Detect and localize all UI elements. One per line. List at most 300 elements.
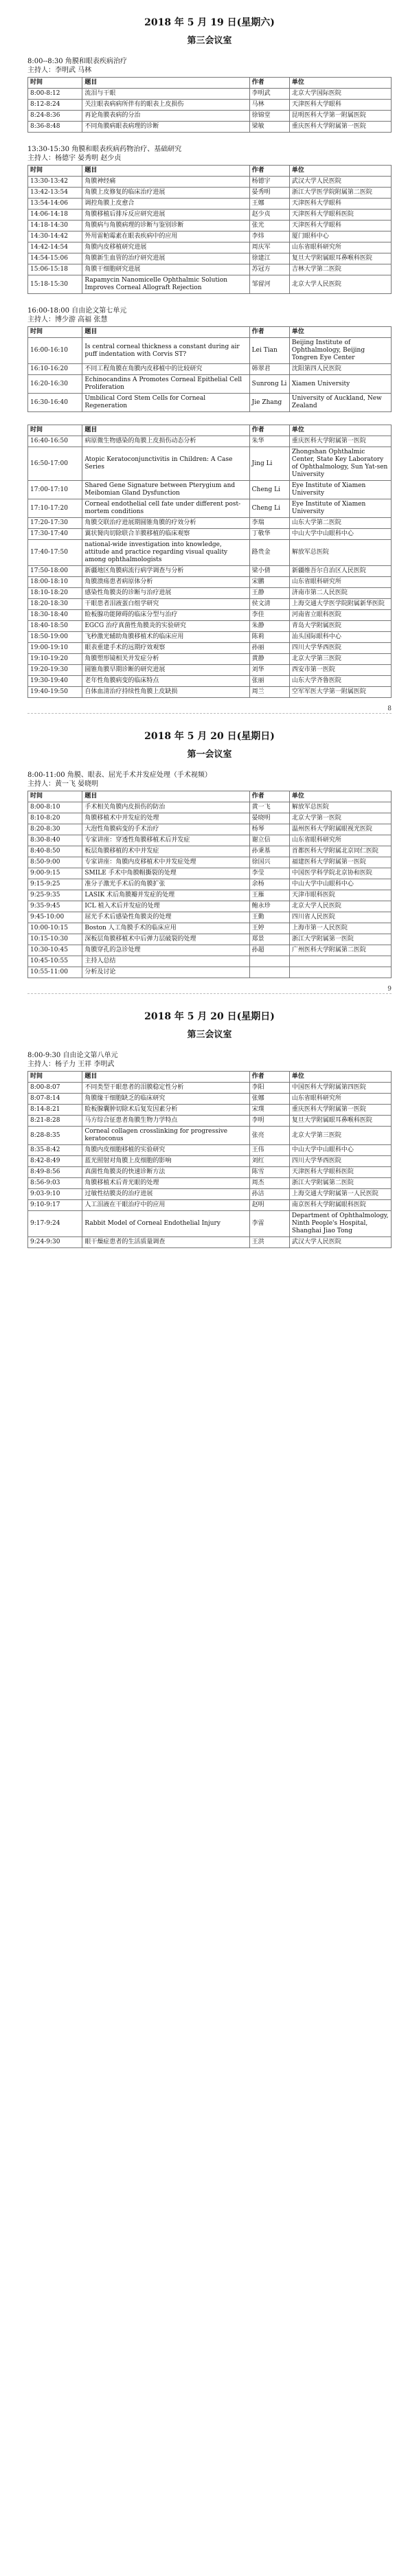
time-cell: 13:30-13:42 — [28, 177, 82, 188]
time-cell: 14:42-14:54 — [28, 242, 82, 253]
time-cell: 16:50-17:00 — [28, 447, 82, 481]
affiliation-cell: 北京大学人民医院 — [289, 901, 391, 912]
time-cell: 18:20-18:30 — [28, 599, 82, 610]
title-cell: 关注眼表病病所伴有的眼表上皮损伤 — [82, 100, 249, 111]
affiliation-cell: 空军军医大学第一附属医院 — [289, 687, 391, 698]
speaker-cell — [249, 967, 289, 978]
affiliation-cell: 中山大学中山眼科中心 — [289, 879, 391, 890]
title-cell: 角膜移植术中并发症的处理 — [82, 813, 249, 824]
title-cell: 过敏性结膜炎的治疗进展 — [82, 1189, 249, 1200]
affiliation-cell: 沈阳第四人民医院 — [289, 364, 391, 375]
affiliation-cell: 浙江大学附属第二医院 — [289, 1178, 391, 1189]
room-title: 第一会议室 — [187, 749, 232, 760]
title-cell: 角膜缘干细胞缺乏的临床研究 — [82, 1094, 249, 1105]
affiliation-cell: 昆明医科大学第一附属医院 — [289, 111, 391, 122]
column-header: 时间 — [28, 166, 82, 177]
affiliation-cell: Beijing Institute of Ophthalmology, Beijing Tongren Eye Center — [289, 338, 391, 364]
title-cell: national-wide investigation into knowledge, attitude and practice regarding visual quality among ophthalmologists — [82, 540, 249, 566]
table-row — [28, 802, 392, 813]
table-row — [28, 447, 392, 481]
time-cell: 19:00-19:10 — [28, 643, 82, 654]
affiliation-cell: 山东大学齐鲁医院 — [289, 676, 391, 687]
column-header: 单位 — [289, 791, 391, 802]
schedule-table — [27, 791, 392, 978]
title-cell: 深板层角膜移植术中后弹力层破裂的处理 — [82, 934, 249, 945]
title-cell: 自体血清治疗持续性角膜上皮缺损 — [82, 687, 249, 698]
title-cell: 感染性角膜炎的诊断与治疗进展 — [82, 588, 249, 599]
affiliation-cell: 天津医科大学眼科 — [289, 199, 391, 210]
affiliation-cell: 北京大学国际医院 — [289, 89, 391, 100]
time-cell: 8:00-8:10 — [28, 802, 82, 813]
table-row — [28, 210, 392, 221]
affiliation-cell: Eye Institute of Xiamen University — [289, 481, 391, 499]
session-host: 主持人：黄一飞 晏晓明 — [27, 780, 99, 788]
affiliation-cell: 上海交通大学附属第一人民医院 — [289, 1189, 391, 1200]
speaker-cell: 周庆军 — [249, 242, 289, 253]
speaker-cell: 张丽 — [249, 676, 289, 687]
speaker-cell: 宋鹏 — [249, 577, 289, 588]
table-row — [28, 621, 392, 632]
title-cell: 角膜干细胞研究进展 — [82, 264, 249, 275]
speaker-cell: 孙秉基 — [249, 846, 289, 857]
table-row — [28, 436, 392, 447]
speaker-cell: 赵明 — [249, 1200, 289, 1211]
time-cell: 8:24-8:36 — [28, 111, 82, 122]
time-cell: 9:03-9:10 — [28, 1189, 82, 1200]
table-row — [28, 199, 392, 210]
affiliation-cell: 天津医科大学眼科 — [289, 221, 391, 231]
time-cell: 15:06-15:18 — [28, 264, 82, 275]
session-host: 主持人：博少游 高福 张慧 — [27, 316, 108, 324]
table-row — [28, 253, 392, 264]
table-row — [28, 1156, 392, 1167]
title-cell: 角膜神经痛 — [82, 177, 249, 188]
room-title: 第三会议室 — [187, 1030, 232, 1040]
affiliation-cell: 山东省眼科研究所 — [289, 577, 391, 588]
affiliation-cell: 天津医科大学眼科医院 — [289, 1167, 391, 1178]
time-cell: 9:17-9:24 — [28, 1211, 82, 1237]
time-cell: 18:50-19:00 — [28, 632, 82, 643]
title-cell: 眼干燥症患者的生活质量调查 — [82, 1237, 249, 1248]
session-header: 8:00-9:30 自由论文第八单元 — [27, 1052, 118, 1059]
speaker-cell: 王娜 — [249, 199, 289, 210]
title-cell: 主持人总结 — [82, 956, 249, 967]
speaker-cell: Cheng Li — [249, 499, 289, 518]
speaker-cell: 王雁 — [249, 890, 289, 901]
title-cell: 飞秒激光辅助角膜移植术的临床应用 — [82, 632, 249, 643]
speaker-cell: 郑景 — [249, 934, 289, 945]
speaker-cell: 徐建江 — [249, 253, 289, 264]
time-cell: 8:12-8:24 — [28, 100, 82, 111]
table-row — [28, 221, 392, 231]
table-row — [28, 499, 392, 518]
affiliation-cell: 山东省眼科研究所 — [289, 835, 391, 846]
title-cell: 屈光手术后感染性角膜炎的处理 — [82, 912, 249, 923]
column-header: 题目 — [82, 166, 249, 177]
column-header: 作者 — [249, 327, 289, 338]
title-cell: SMILE 手术中角膜帽撕裂的处理 — [82, 868, 249, 879]
table-row — [28, 824, 392, 835]
table-row — [28, 1167, 392, 1178]
affiliation-cell: 中山大学中山眼科中心 — [289, 529, 391, 540]
affiliation-cell: 浙江大学医学院附属第二医院 — [289, 188, 391, 199]
affiliation-cell: 解放军总医院 — [289, 540, 391, 566]
speaker-cell: 徐国兴 — [249, 857, 289, 868]
speaker-cell: 黄静 — [249, 654, 289, 665]
title-cell: Boston 人工角膜手术的临床应用 — [82, 923, 249, 934]
session — [27, 306, 392, 412]
title-cell: Shared Gene Signature between Pterygium and Meibomian Gland Dysfunction — [82, 481, 249, 499]
table-row — [28, 231, 392, 242]
column-header: 作者 — [249, 166, 289, 177]
table-row — [28, 923, 392, 934]
time-cell: 18:10-18:20 — [28, 588, 82, 599]
speaker-cell: 周杰 — [249, 1178, 289, 1189]
speaker-cell: 刘华 — [249, 665, 289, 676]
schedule-table — [27, 1071, 392, 1248]
speaker-cell: 谢立信 — [249, 835, 289, 846]
title-cell: 病原微生物感染的角膜上皮损伤动态分析 — [82, 436, 249, 447]
affiliation-cell: 北京大学第一医院 — [289, 813, 391, 824]
table-row — [28, 1200, 392, 1211]
speaker-cell: 孙洁 — [249, 1189, 289, 1200]
speaker-cell: 苏冠方 — [249, 264, 289, 275]
affiliation-cell: 济南市第二人民医院 — [289, 588, 391, 599]
time-cell: 18:30-18:40 — [28, 610, 82, 621]
time-cell: 8:49-8:56 — [28, 1167, 82, 1178]
session-header: 13:30-15:30 角膜和眼表疾病药物治疗、基础研究 — [27, 146, 182, 153]
speaker-cell: 梁小倩 — [249, 566, 289, 577]
affiliation-cell: 中国医科大学附属第四医院 — [289, 1083, 391, 1094]
title-cell: 干眼患者泪液蛋白组学研究 — [82, 599, 249, 610]
speaker-cell: 朱华 — [249, 436, 289, 447]
table-row — [28, 687, 392, 698]
speaker-cell: Lei Tian — [249, 338, 289, 364]
title-cell: 再论角膜表病的分治 — [82, 111, 249, 122]
time-cell: 10:45-10:55 — [28, 956, 82, 967]
date-title: 2018 年 5 月 20 日(星期日) — [144, 1011, 275, 1022]
session-host: 主持人：杨德宇 晏秀明 赵少贞 — [27, 155, 122, 162]
speaker-cell: 周兰 — [249, 687, 289, 698]
table-row — [28, 813, 392, 824]
title-cell: 角膜移植术后青光眼的处理 — [82, 1178, 249, 1189]
column-header: 单位 — [289, 78, 391, 89]
affiliation-cell: 首都医科大学附属北京同仁医院 — [289, 846, 391, 857]
schedule-table — [27, 77, 392, 133]
time-cell: 9:10-9:17 — [28, 1200, 82, 1211]
affiliation-cell: 浙江大学附属第一医院 — [289, 934, 391, 945]
title-cell: ICL 植入术后并发症的处理 — [82, 901, 249, 912]
table-row — [28, 890, 392, 901]
title-cell: 马方综合征患者角膜生物力学特点 — [82, 1116, 249, 1127]
table-row — [28, 643, 392, 654]
speaker-cell: 王伟 — [249, 1145, 289, 1156]
affiliation-cell: Xiamen University — [289, 375, 391, 394]
column-header: 作者 — [249, 791, 289, 802]
affiliation-cell: 吉林大学第二医院 — [289, 264, 391, 275]
table-row — [28, 111, 392, 122]
title-cell: 新疆地区角膜病流行病学调查与分析 — [82, 566, 249, 577]
table-row — [28, 967, 392, 978]
table-row — [28, 529, 392, 540]
table-row — [28, 912, 392, 923]
time-cell: 8:07-8:14 — [28, 1094, 82, 1105]
table-row — [28, 338, 392, 364]
title-cell: 眼表重建手术的远期疗效观察 — [82, 643, 249, 654]
speaker-cell: 王婷 — [249, 923, 289, 934]
table-row — [28, 481, 392, 499]
speaker-cell: 余杨 — [249, 879, 289, 890]
column-header: 时间 — [28, 425, 82, 436]
page-divider — [27, 705, 392, 714]
session — [27, 771, 392, 978]
table-row — [28, 100, 392, 111]
speaker-cell: 梁敏 — [249, 122, 289, 133]
title-cell: 角膜新生血管的治疗研究进展 — [82, 253, 249, 264]
title-cell: 不同类型干眼患者的泪膜稳定性分析 — [82, 1083, 249, 1094]
time-cell: 18:40-18:50 — [28, 621, 82, 632]
affiliation-cell: 四川大学华西医院 — [289, 643, 391, 654]
speaker-cell: 晏秀明 — [249, 188, 289, 199]
table-row — [28, 177, 392, 188]
title-cell: 专家讲座：角膜内皮移植术中并发症处理 — [82, 857, 249, 868]
session — [27, 57, 392, 133]
affiliation-cell: 上海市第一人民医院 — [289, 923, 391, 934]
affiliation-cell: Zhongshan Ophthalmic Center, State Key Laboratory of Ophthalmology, Sun Yat-sen University — [289, 447, 391, 481]
table-row — [28, 1211, 392, 1237]
speaker-cell: 黄一飞 — [249, 802, 289, 813]
session-host: 主持人：杨子力 王祥 李明武 — [27, 1061, 115, 1068]
table-row — [28, 1189, 392, 1200]
session-host: 主持人：李明武 马林 — [27, 67, 92, 74]
title-cell: 调控角膜上皮愈合 — [82, 199, 249, 210]
title-cell: 手术相关角膜内皮损伤的防治 — [82, 802, 249, 813]
table-row — [28, 375, 392, 394]
room-title: 第三会议室 — [187, 36, 232, 46]
speaker-cell: Sunrong Li — [249, 375, 289, 394]
speaker-cell: 王静 — [249, 588, 289, 599]
session — [27, 1051, 392, 1248]
table-row — [28, 846, 392, 857]
time-cell: 8:20-8:30 — [28, 824, 82, 835]
table-row — [28, 1083, 392, 1094]
time-cell: 19:10-19:20 — [28, 654, 82, 665]
speaker-cell: 陈莉 — [249, 632, 289, 643]
day-section — [27, 57, 392, 698]
time-cell: 16:00-16:10 — [28, 338, 82, 364]
time-cell: 9:00-9:15 — [28, 868, 82, 879]
time-cell: 10:00-10:15 — [28, 923, 82, 934]
title-cell: EGCG 治疗真菌性角膜炎的实验研究 — [82, 621, 249, 632]
speaker-cell: 晏晓明 — [249, 813, 289, 824]
table-header-row — [28, 78, 392, 89]
time-cell: 13:54-14:06 — [28, 199, 82, 210]
table-row — [28, 1178, 392, 1189]
time-cell: 8:30-8:40 — [28, 835, 82, 846]
speaker-cell: 刘红 — [249, 1156, 289, 1167]
speaker-cell: 王洪 — [249, 1237, 289, 1248]
schedule-table — [27, 326, 392, 412]
table-row — [28, 394, 392, 412]
table-row — [28, 1237, 392, 1248]
time-cell: 17:10-17:20 — [28, 499, 82, 518]
affiliation-cell: 武汉大学人民医院 — [289, 1237, 391, 1248]
time-cell: 8:00-8:07 — [28, 1083, 82, 1094]
session — [27, 145, 392, 294]
time-cell: 14:54-15:06 — [28, 253, 82, 264]
column-header: 题目 — [82, 1072, 249, 1083]
time-cell: 8:40-8:50 — [28, 846, 82, 857]
time-cell: 9:24-9:30 — [28, 1237, 82, 1248]
affiliation-cell: 重庆医科大学附属第一医院 — [289, 122, 391, 133]
column-header: 作者 — [249, 1072, 289, 1083]
time-cell: 14:06-14:18 — [28, 210, 82, 221]
column-header: 题目 — [82, 78, 249, 89]
speaker-cell: 李莹 — [249, 868, 289, 879]
column-header: 作者 — [249, 78, 289, 89]
affiliation-cell: 福建医科大学附属第一医院 — [289, 857, 391, 868]
title-cell: 角膜溃疡患者病原体分析 — [82, 577, 249, 588]
affiliation-cell: Eye Institute of Xiamen University — [289, 499, 391, 518]
time-cell: 8:56-9:03 — [28, 1178, 82, 1189]
table-row — [28, 676, 392, 687]
column-header: 单位 — [289, 327, 391, 338]
session-header: 8:00--8:30 角膜和眼表疾病治疗 — [27, 58, 127, 65]
time-cell: 19:40-19:50 — [28, 687, 82, 698]
table-row — [28, 632, 392, 643]
affiliation-cell: 西安市第一医院 — [289, 665, 391, 676]
table-row — [28, 577, 392, 588]
title-cell: 蓝光照射对角膜上皮细胞的影响 — [82, 1156, 249, 1167]
title-cell: 专家讲座：穿透性角膜移植术后并发症 — [82, 835, 249, 846]
column-header: 时间 — [28, 78, 82, 89]
title-cell: 老年性角膜病变的临床特点 — [82, 676, 249, 687]
affiliation-cell: 重庆医科大学附属第一医院 — [289, 436, 391, 447]
time-cell: 17:50-18:00 — [28, 566, 82, 577]
speaker-cell — [249, 956, 289, 967]
title-cell: 睑板腺囊肿切除术后复发因素分析 — [82, 1105, 249, 1116]
table-row — [28, 122, 392, 133]
time-cell: 17:20-17:30 — [28, 518, 82, 529]
column-header: 单位 — [289, 425, 391, 436]
affiliation-cell: 新疆维吾尔自治区人民医院 — [289, 566, 391, 577]
column-header: 时间 — [28, 327, 82, 338]
column-header: 单位 — [289, 166, 391, 177]
time-cell: 17:00-17:10 — [28, 481, 82, 499]
table-row — [28, 1127, 392, 1145]
affiliation-cell: 中国医学科学院北京协和医院 — [289, 868, 391, 879]
speaker-cell: 孙超 — [249, 945, 289, 956]
table-row — [28, 588, 392, 599]
speaker-cell: 杨德宇 — [249, 177, 289, 188]
affiliation-cell: 山东省眼科研究所 — [289, 1094, 391, 1105]
affiliation-cell — [289, 967, 391, 978]
table-row — [28, 945, 392, 956]
time-cell: 8:36-8:48 — [28, 122, 82, 133]
title-cell: 翼状胬肉切除联合羊膜移植的临床观察 — [82, 529, 249, 540]
title-cell: 睑板腺功能障碍的临床分型与治疗 — [82, 610, 249, 621]
table-row — [28, 89, 392, 100]
speaker-cell: 王勤 — [249, 912, 289, 923]
speaker-cell: Jing Li — [249, 447, 289, 481]
table-row — [28, 835, 392, 846]
title-cell: 角膜上皮修复的临床治疗进展 — [82, 188, 249, 199]
time-cell: 8:21-8:28 — [28, 1116, 82, 1127]
table-row — [28, 518, 392, 529]
table-header-row — [28, 1072, 392, 1083]
column-header: 题目 — [82, 327, 249, 338]
affiliation-cell: 汕头国际眼科中心 — [289, 632, 391, 643]
time-cell: 16:10-16:20 — [28, 364, 82, 375]
column-header: 题目 — [82, 425, 249, 436]
speaker-cell: 李明 — [249, 1116, 289, 1127]
table-row — [28, 1105, 392, 1116]
title-cell: Rapamycin Nanomicelle Ophthalmic Solution Improves Corneal Allograft Rejection — [82, 275, 249, 294]
table-header-row — [28, 791, 392, 802]
speaker-cell: 张娜 — [249, 1094, 289, 1105]
title-cell: 圆锥角膜早期诊断的研究进展 — [82, 665, 249, 676]
table-header-row — [28, 327, 392, 338]
affiliation-cell — [289, 956, 391, 967]
affiliation-cell: 北京大学第三医院 — [289, 654, 391, 665]
table-header-row — [28, 166, 392, 177]
column-header: 作者 — [249, 425, 289, 436]
title-cell: 角膜穿孔的急诊处理 — [82, 945, 249, 956]
affiliation-cell: 中山大学中山眼科中心 — [289, 1145, 391, 1156]
title-cell: 人工泪液在干眼治疗中的应用 — [82, 1200, 249, 1211]
title-cell: 外用雷帕霉素在眼表疾病中的应用 — [82, 231, 249, 242]
title-cell: 角膜内皮移植研究进展 — [82, 242, 249, 253]
title-cell: Umbilical Cord Stem Cells for Corneal Regeneration — [82, 394, 249, 412]
title-cell: 板层角膜移植的术中并发症 — [82, 846, 249, 857]
affiliation-cell: 温州医科大学附属眼视光医院 — [289, 824, 391, 835]
column-header: 题目 — [82, 791, 249, 802]
time-cell: 10:15-10:30 — [28, 934, 82, 945]
affiliation-cell: 复旦大学附属眼耳鼻喉科医院 — [289, 253, 391, 264]
session-header: 16:00-18:00 自由论文第七单元 — [27, 307, 127, 315]
speaker-cell: 孙丽 — [249, 643, 289, 654]
title-cell: 分析及讨论 — [82, 967, 249, 978]
table-row — [28, 188, 392, 199]
speaker-cell: 李佳 — [249, 610, 289, 621]
speaker-cell: 李阳 — [249, 1083, 289, 1094]
table-row — [28, 901, 392, 912]
title-cell: Is central corneal thickness a constant during air puff indentation with Corvis ST? — [82, 338, 249, 364]
time-cell: 8:42-8:49 — [28, 1156, 82, 1167]
speaker-cell: 赵少贞 — [249, 210, 289, 221]
column-header: 单位 — [289, 1072, 391, 1083]
table-row — [28, 264, 392, 275]
table-row — [28, 654, 392, 665]
speaker-cell: 路贵金 — [249, 540, 289, 566]
page-divider — [27, 986, 392, 994]
time-cell: 8:28-8:35 — [28, 1127, 82, 1145]
title-cell: 角膜内皮细胞移植的实验研究 — [82, 1145, 249, 1156]
title-cell: 角膜交联治疗进展期圆锥角膜的疗效分析 — [82, 518, 249, 529]
title-cell: 大泡性角膜病变的手术治疗 — [82, 824, 249, 835]
time-cell: 8:10-8:20 — [28, 813, 82, 824]
affiliation-cell: 天津市眼科医院 — [289, 890, 391, 901]
session-header: 8:00-11:00 角膜、眼表、屈光手术并发症处理（手术视频） — [27, 771, 212, 779]
time-cell: 14:30-14:42 — [28, 231, 82, 242]
title-cell: Corneal collagen crosslinking for progressive keratoconus — [82, 1127, 249, 1145]
page-number: 8 — [387, 705, 392, 712]
affiliation-cell: University of Auckland, New Zealand — [289, 394, 391, 412]
title-cell: 不同工程角膜在角膜内皮移植中的比较研究 — [82, 364, 249, 375]
speaker-cell: 张亮 — [249, 1127, 289, 1145]
speaker-cell: 宋璞 — [249, 1105, 289, 1116]
day-section — [27, 771, 392, 978]
